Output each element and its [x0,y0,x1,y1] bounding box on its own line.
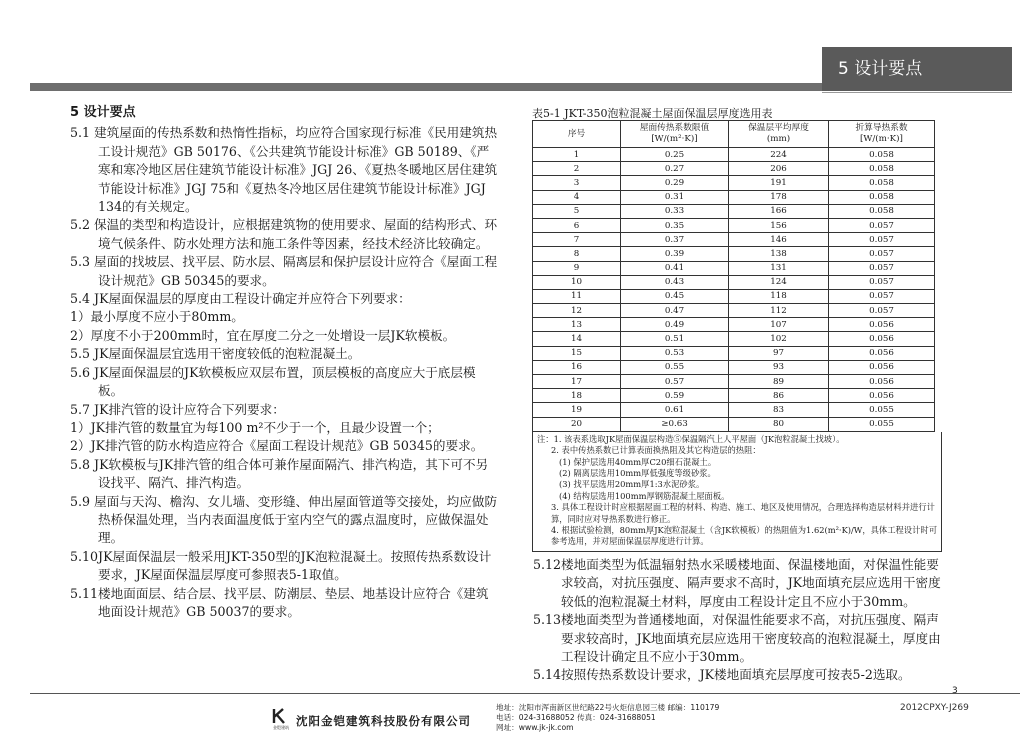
table-cell: 0.057 [829,261,935,275]
table-cell: 0.35 [621,218,729,232]
table-cell: 9 [533,261,621,275]
clause-5-4: 5.4 JK屋面保温层的厚度由工程设计确定并应符合下列要求： [70,291,411,307]
phone-line: 电话：024-31688052 传真：024-31688051 [496,713,656,722]
clause-5-6: 5.6 JK屋面保温层的JK软模板应双层布置，顶层模板的高度应大于底层模板。 [70,364,476,399]
table-row [533,148,935,162]
table-cell: 0.055 [829,417,935,431]
table-cell: 12 [533,304,621,318]
table-cell: 0.057 [829,218,935,232]
table-row [533,360,935,374]
contact-info [496,703,719,733]
table-cell: 0.058 [829,204,935,218]
table-row [533,218,935,232]
table-cell: ≥0.63 [621,417,729,431]
header-bar [30,83,830,91]
clause-5-10: 5.10JK屋面保温层一般采用JKT-350型的JK泡粒混凝土。按照传热系数设计要求，JK屋面保温层厚度可参照表5-1取值。 [70,548,492,583]
table-cell: 4 [533,190,621,204]
table-row [533,304,935,318]
table-note: (3) 找平层选用20mm厚1:3水泥砂浆。 [559,479,705,490]
table-cell: 3 [533,176,621,190]
table-cell: 89 [729,375,829,389]
table-row [533,204,935,218]
table-cell: 0.61 [621,403,729,417]
table-cell: 0.29 [621,176,729,190]
table-cell: 0.056 [829,375,935,389]
table-cell: 107 [729,318,829,332]
table-cell: 124 [729,275,829,289]
table-cell: 0.056 [829,346,935,360]
table-cell: 0.57 [621,375,729,389]
table-cell: 0.41 [621,261,729,275]
table-container [532,120,937,552]
right-column [533,556,943,685]
table-cell: 93 [729,360,829,374]
table-note: 4. 根据试验检测，80mm厚JK泡粒混凝土（含JK软模板）的热阻值为1.62(m²·K)/W，具体工程设计时可参考选用，并对屋面保温层厚度进行计算。 [551,525,937,547]
table-cell: 15 [533,346,621,360]
table-cell: 191 [729,176,829,190]
section-header: 5 设计要点 [822,47,1012,91]
table-cell: 8 [533,247,621,261]
table-cell: 7 [533,233,621,247]
table-cell: 0.25 [621,148,729,162]
table-cell: 156 [729,218,829,232]
table-body [533,148,935,432]
table-row [533,190,935,204]
table-cell: 206 [729,162,829,176]
table-cell: 1 [533,148,621,162]
table-cell: 19 [533,403,621,417]
table-header-cell: 折算导热系数 [W/(m·K)] [829,121,935,148]
table-cell: 10 [533,275,621,289]
table-note: 2. 表中传热系数已计算表面换热阻及其它构造层的热阻： [551,445,761,456]
header-underline [822,92,1012,93]
table-cell: 0.056 [829,332,935,346]
table-cell: 0.33 [621,204,729,218]
table-cell: 14 [533,332,621,346]
document-code: 2012CPXY-J269 [900,703,969,713]
table-note: (4) 结构层选用100mm厚钢筋混凝土屋面板。 [559,490,730,501]
table-cell: 0.39 [621,247,729,261]
table-cell: 0.057 [829,233,935,247]
table-row [533,375,935,389]
table-header-row [533,121,935,148]
table-cell: 18 [533,389,621,403]
clause-5-7: 5.7 JK排汽管的设计应符合下列要求： [70,401,285,417]
table-cell: 0.31 [621,190,729,204]
table-note: (1) 保护层选用40mm厚C20细石混凝土。 [559,456,717,467]
table-cell: 0.51 [621,332,729,346]
table-cell: 97 [729,346,829,360]
table-cell: 102 [729,332,829,346]
company-logo [272,708,290,730]
table-notes [532,432,942,552]
clause-5-7-2: 2）JK排汽管的防水构造应符合《屋面工程设计规范》GB 50345的要求。 [70,438,484,454]
table-cell: 0.055 [829,403,935,417]
table-cell: 0.058 [829,148,935,162]
table-cell: 0.056 [829,360,935,374]
table-cell: 0.43 [621,275,729,289]
table-cell: 0.058 [829,190,935,204]
table-cell: 0.058 [829,176,935,190]
table-cell: 138 [729,247,829,261]
table-cell: 17 [533,375,621,389]
table-cell: 0.056 [829,389,935,403]
table-cell: 0.45 [621,289,729,303]
table-cell: 6 [533,218,621,232]
table-note: (2) 隔离层选用10mm厚低强度等级砂浆。 [559,467,716,478]
table-row [533,176,935,190]
table-cell: 0.59 [621,389,729,403]
clause-5-1: 5.1 建筑屋面的传热系数和热惰性指标，均应符合国家现行标准《民用建筑热工设计规范》GB 50176、《公共建筑节能设计标准》GB 50189、《严寒和寒冷地区居住建筑节能设计标准》JGJ 26、《夏热冬暖地区居住建筑节能设计标准》JGJ 75和《夏热冬冷地区居住建筑节能设计标准》JGJ 134的有关规定。 [70,125,498,215]
table-note: 注：1. 该表系选取JK屋面保温层构造⑤保温隔汽上人平屋面（JK泡粒混凝土找坡）。 [537,433,845,444]
table-cell: 20 [533,417,621,431]
table-cell: 118 [729,289,829,303]
table-cell: 146 [729,233,829,247]
table-row [533,275,935,289]
clause-5-4-2: 2）厚度不小于200mm时，宜在厚度二分之一处增设一层JK软模板。 [70,327,456,343]
clause-5-5: 5.5 JK屋面保温层宜选用干密度较低的泡粒混凝土。 [70,346,361,362]
table-row [533,346,935,360]
table-caption: 表5-1 JKT-350泡粒混凝土屋面保温层厚度选用表 [532,107,773,120]
table-row [533,162,935,176]
clause-5-3: 5.3 屋面的找坡层、找平层、防水层、隔离层和保护层设计应符合《屋面工程设计规范》GB 50345的要求。 [70,254,498,288]
address-line: 地址：沈阳市浑南新区世纪路22号火炬信息园三楼 邮编：110179 [496,703,720,712]
left-column [70,104,500,621]
table-cell: 131 [729,261,829,275]
table-row [533,403,935,417]
table-cell: 0.49 [621,318,729,332]
table-header-cell: 序号 [533,121,621,148]
table-note: 3. 具体工程设计时应根据屋面工程的材料、构造、施工、地区及使用情况，合理选择构造层材料并进行计算，同时应对导热系数进行修正。 [551,502,935,524]
clause-5-8: 5.8 JK软模板与JK排汽管的组合体可兼作屋面隔汽、排汽构造，其下可不另设找平、隔汽、排汽构造。 [70,456,489,491]
table-cell: 80 [729,417,829,431]
section-title: 5 设计要点 [70,105,136,120]
table-cell: 5 [533,204,621,218]
table-cell: 0.27 [621,162,729,176]
table-header-cell: 屋面传热系数限值 [W/(m²·K)] [621,121,729,148]
clause-5-2: 5.2 保温的类型和构造设计，应根据建筑物的使用要求、屋面的结构形式、环境气候条件、防水处理方法和施工条件等因素，经技术经济比较确定。 [70,217,498,251]
page-number: 3 [952,686,958,696]
table-cell: 178 [729,190,829,204]
table-cell: 224 [729,148,829,162]
table-row [533,389,935,403]
thickness-table [532,120,935,432]
clause-5-13: 5.13楼地面类型为普通楼地面，对保温性能要求不高，对抗压强度、隔声要求较高时，JK地面填充层应选用干密度较高的泡粒混凝土，厚度由工程设计确定且不应小于30mm。 [533,612,941,665]
table-header-cell: 保温层平均厚度 (mm) [729,121,829,148]
table-cell: 112 [729,304,829,318]
clause-5-7-1: 1）JK排汽管的数量宜为每100 m²不少于一个，且最少设置一个； [70,419,440,435]
table-row [533,261,935,275]
table-cell: 0.057 [829,275,935,289]
table-row [533,233,935,247]
clause-5-14: 5.14按照传热系数设计要求，JK楼地面填充层厚度可按表5-2选取。 [533,667,911,683]
table-cell: 0.057 [829,289,935,303]
table-cell: 86 [729,389,829,403]
clause-5-4-1: 1）最小厚度不应小于80mm。 [70,309,244,325]
table-cell: 0.057 [829,304,935,318]
table-row [533,318,935,332]
svg-text:金铠建筑: 金铠建筑 [273,725,289,730]
table-cell: 0.53 [621,346,729,360]
table-cell: 13 [533,318,621,332]
company-name: 沈阳金铠建筑科技股份有限公司 [296,714,471,728]
table-cell: 0.55 [621,360,729,374]
clause-5-11: 5.11楼地面面层、结合层、找平层、防潮层、垫层、地基设计应符合《建筑地面设计规范》GB 50037的要求。 [70,585,489,619]
table-row [533,247,935,261]
table-cell: 166 [729,204,829,218]
website-line: 网址：www.jk-jk.com [496,723,574,732]
table-cell: 2 [533,162,621,176]
footer-divider [30,693,1020,694]
table-cell: 0.37 [621,233,729,247]
table-cell: 0.056 [829,318,935,332]
table-row [533,417,935,431]
clause-5-9: 5.9 屋面与天沟、檐沟、女儿墙、变形缝、伸出屋面管道等交接处，均应做防热桥保温处理，当内表面温度低于室内空气的露点温度时，应做保温处理。 [70,493,498,546]
table-cell: 0.057 [829,247,935,261]
clause-5-12: 5.12楼地面类型为低温辐射热水采暖楼地面、保温楼地面，对保温性能要求较高，对抗压强度、隔声要求不高时，JK地面填充层应选用干密度较低的泡粒混凝土材料，厚度由工程设计定且不应小于30mm。 [533,557,941,609]
table-cell: 83 [729,403,829,417]
table-cell: 0.058 [829,162,935,176]
table-cell: 16 [533,360,621,374]
table-cell: 0.47 [621,304,729,318]
table-row [533,332,935,346]
table-row [533,289,935,303]
table-cell: 11 [533,289,621,303]
